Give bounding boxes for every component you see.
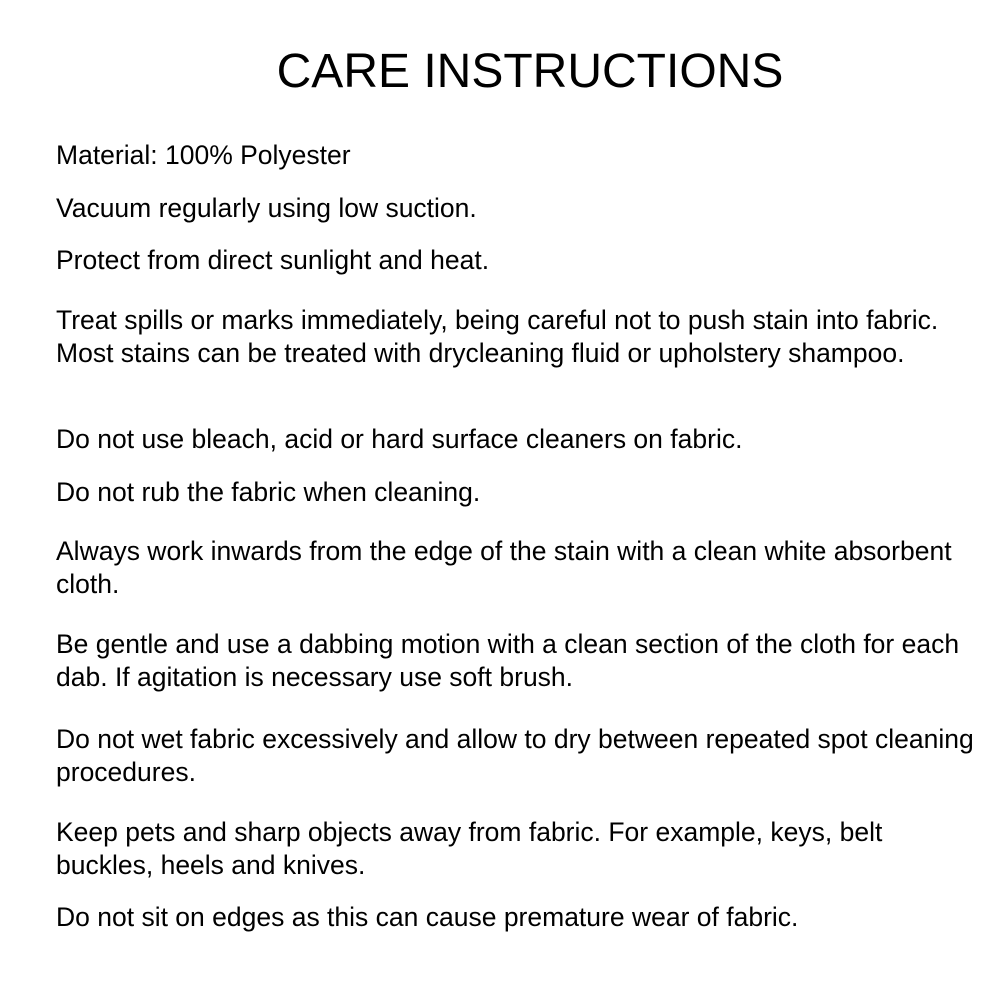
instruction-material: Material: 100% Polyester [56, 140, 351, 170]
instruction-vacuum: Vacuum regularly using low suction. [56, 193, 477, 223]
instruction-no-bleach: Do not use bleach, acid or hard surface cleaners on fabric. [56, 424, 743, 454]
instruction-edges: Do not sit on edges as this can cause premature wear of fabric. [56, 902, 799, 932]
instruction-spills: Treat spills or marks immediately, being careful not to push stain into fabric. Most stains can be treated with drycleaning fluid or upholstery shampoo. [56, 305, 939, 368]
instruction-no-wet: Do not wet fabric excessively and allow to dry between repeated spot cleaning procedures. [56, 724, 974, 787]
instruction-pets-sharp: Keep pets and sharp objects away from fabric. For example, keys, belt buckles, heels and knives. [56, 817, 883, 880]
instruction-work-inwards: Always work inwards from the edge of the stain with a clean white absorbent cloth. [56, 536, 952, 599]
instruction-gentle-dabbing: Be gentle and use a dabbing motion with a clean section of the cloth for each dab. If agitation is necessary use soft brush. [56, 629, 960, 692]
page-title: CARE INSTRUCTIONS [276, 45, 784, 98]
instruction-no-rub: Do not rub the fabric when cleaning. [56, 477, 481, 507]
instruction-sunlight: Protect from direct sunlight and heat. [56, 245, 490, 275]
